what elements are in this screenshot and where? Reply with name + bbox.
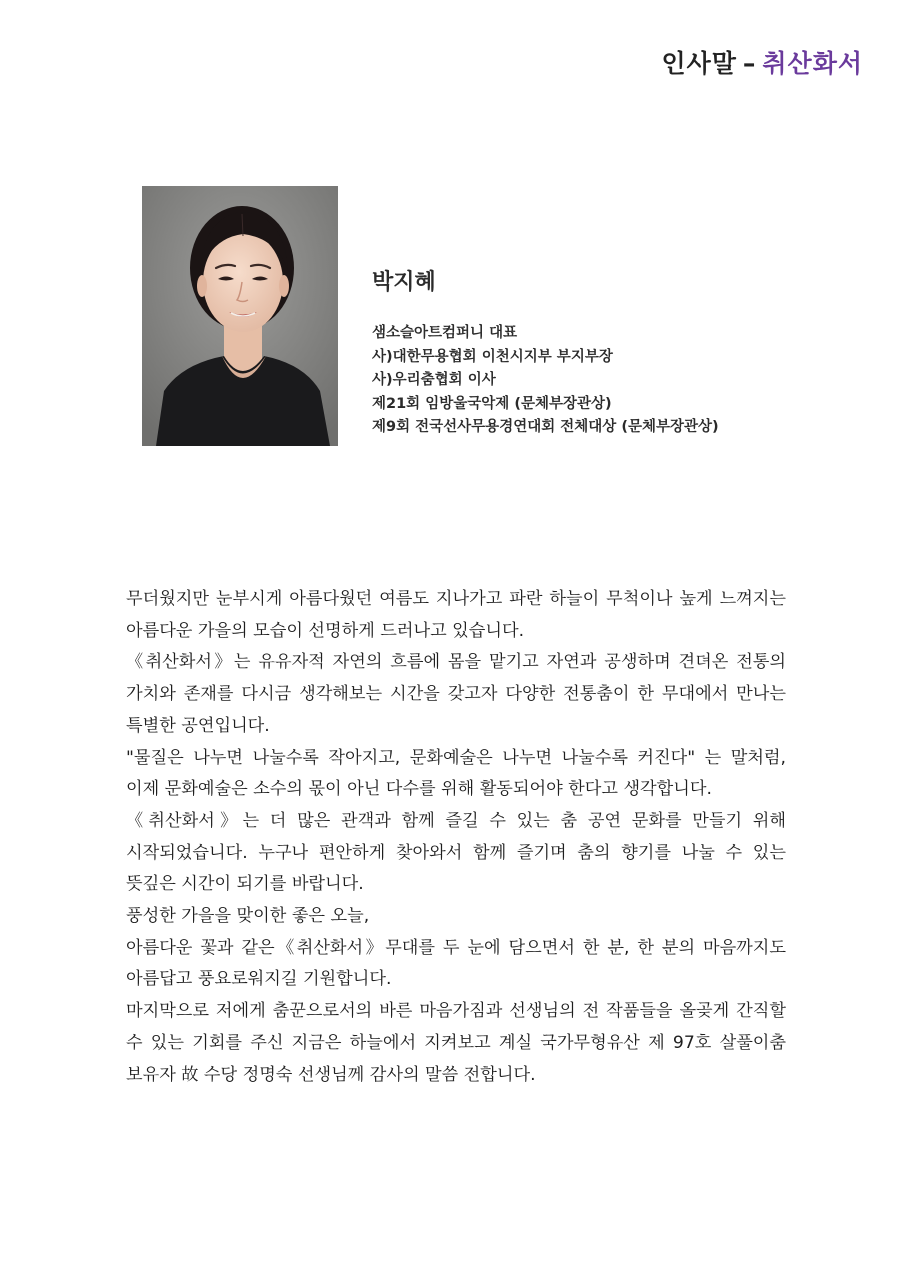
page-header-title xyxy=(661,44,863,80)
header-title-accent: 취산화서 xyxy=(762,49,863,78)
greeting-paragraph: 마지막으로 저에게 춤꾼으로서의 바른 마음가짐과 선생님의 전 작품들을 올곶게 간직할 수 있는 기회를 주신 지금은 하늘에서 지켜보고 계실 국가무형유산 제 97호 살풀이춤 보유자 故 수당 정명숙 선생님께 감사의 말씀 전합니다. xyxy=(126,1001,786,1085)
profile-name: 박지혜 xyxy=(372,270,436,295)
greeting-paragraph: 아름다운 꽃과 같은《취산화서》무대를 두 눈에 담으면서 한 분, 한 분의 마음까지도 아름답고 풍요로워지길 기원합니다. xyxy=(126,937,786,990)
greeting-paragraph: 《취산화서》는 더 많은 관객과 함께 즐길 수 있는 춤 공연 문화를 만들기 위해 시작되었습니다. 누구나 편안하게 찾아와서 함께 즐기며 춤의 향기를 나눌 수 있는 뜻깊은 시간이 되기를 바랍니다. xyxy=(126,810,786,895)
credential-item: 제21회 임방울국악제 (문체부장관상) xyxy=(372,395,612,412)
header-title-lead: 인사말 xyxy=(661,49,737,78)
greeting-body xyxy=(126,584,786,1091)
credential-item: 제9회 전국선사무용경연대회 전체대상 (문체부장관상) xyxy=(372,419,719,435)
greeting-paragraph: 무더웠지만 눈부시게 아름다웠던 여름도 지나가고 파란 하늘이 무척이나 높게 느껴지는 아름다운 가을의 모습이 선명하게 드러나고 있습니다. xyxy=(126,589,786,641)
portrait-illustration xyxy=(142,186,338,446)
portrait-photo xyxy=(142,186,338,446)
header-title-separator: – xyxy=(742,49,757,78)
greeting-paragraph: "물질은 나누면 나눌수록 작아지고, 문화예술은 나누면 나눌수록 커진다" 는 말처럼, 이제 문화예술은 소수의 몫이 아닌 다수를 위해 활동되어야 한다고 생각합니다. xyxy=(126,747,786,800)
credential-item: 사)우리춤협회 이사 xyxy=(372,372,496,388)
profile-section xyxy=(372,268,719,440)
greeting-paragraph: 풍성한 가을을 맞이한 좋은 오늘, xyxy=(126,906,370,927)
credential-item: 샘소슬아트컴퍼니 대표 xyxy=(372,325,518,341)
credential-item: 사)대한무용협회 이천시지부 부지부장 xyxy=(372,348,613,365)
credentials-list xyxy=(372,322,719,440)
greeting-paragraph: 《취산화서》는 유유자적 자연의 흐름에 몸을 맡기고 자연과 공생하며 견뎌온 전통의 가치와 존재를 다시금 생각해보는 시간을 갖고자 다양한 전통춤이 한 무대에서 만나는 특별한 공연입니다. xyxy=(126,652,786,736)
